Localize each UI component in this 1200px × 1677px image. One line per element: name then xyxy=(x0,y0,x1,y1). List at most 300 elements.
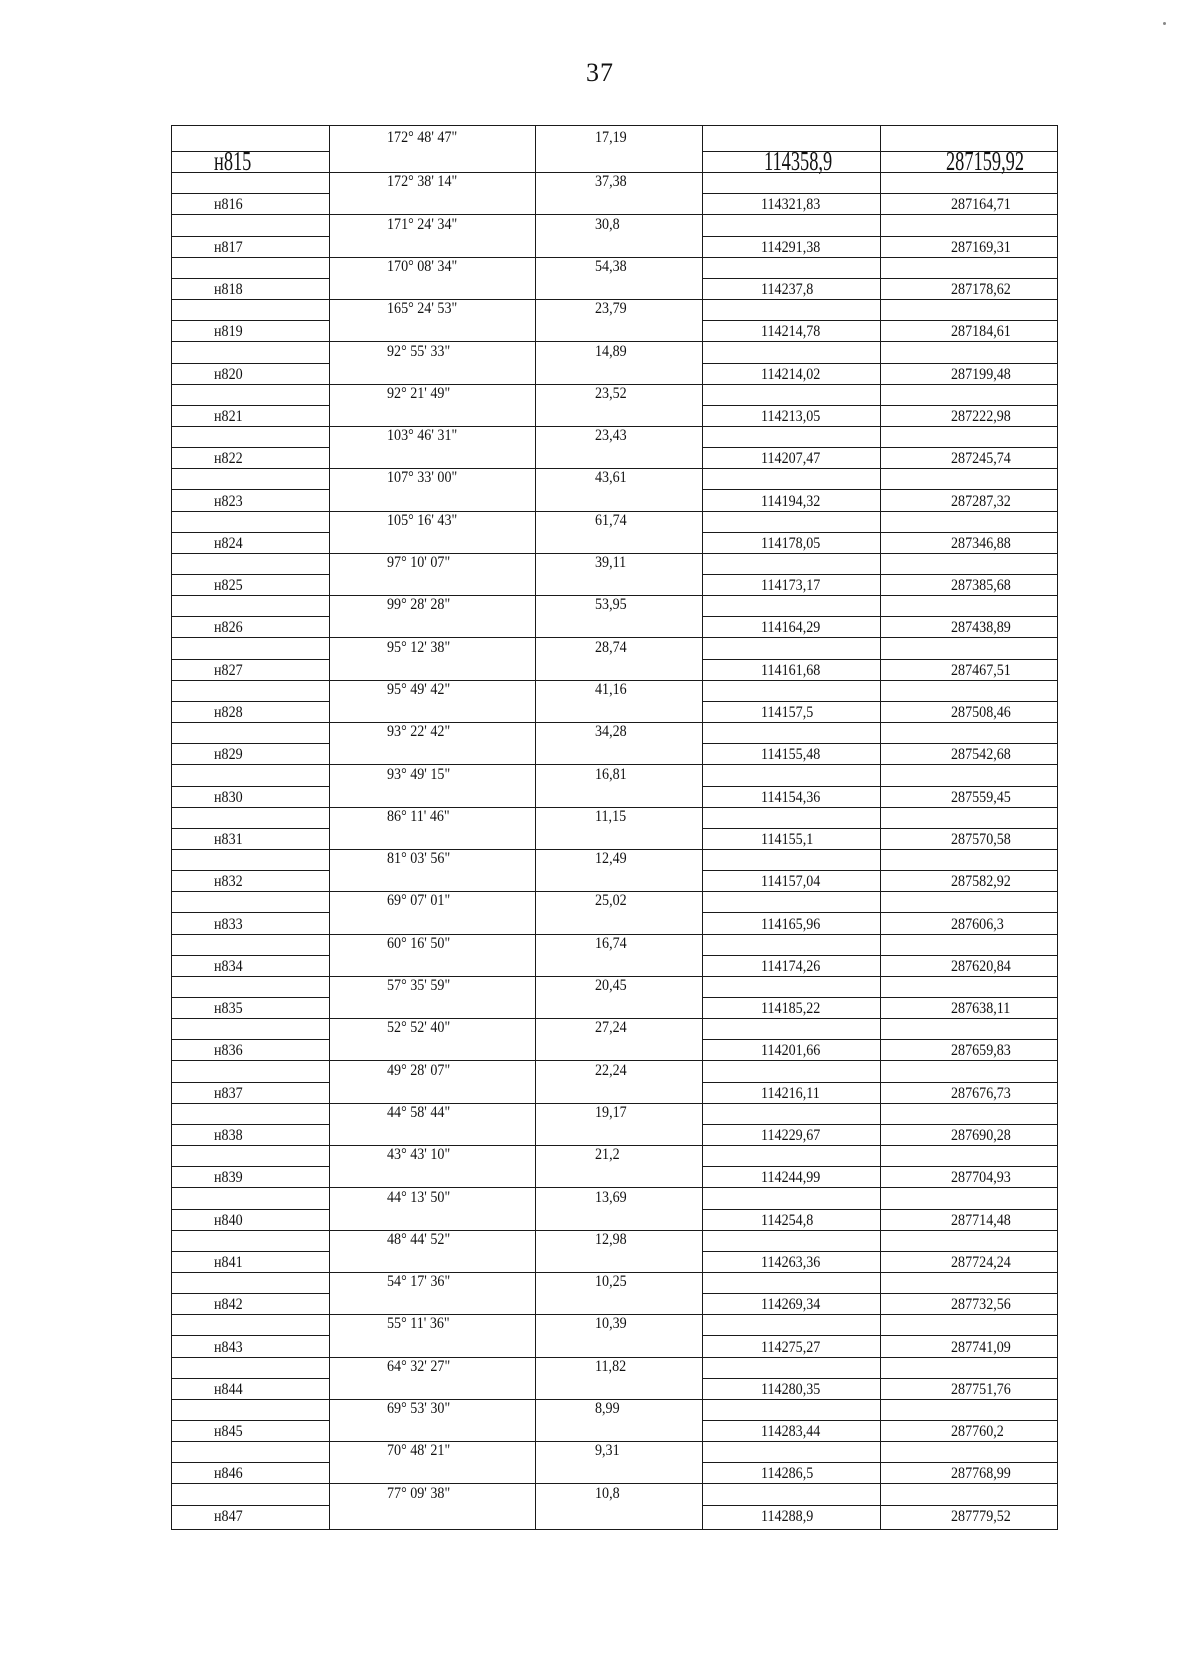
coord-y: 287704,93 xyxy=(951,1169,1011,1187)
segment-length: 53,95 xyxy=(595,596,627,614)
point-id: н839 xyxy=(214,1169,243,1187)
row-rule xyxy=(702,595,1057,596)
row-rule xyxy=(702,1251,1057,1252)
segment-length: 10,25 xyxy=(595,1273,627,1291)
point-id: н827 xyxy=(214,661,243,679)
point-id: н843 xyxy=(214,1338,243,1356)
row-rule xyxy=(702,1039,1057,1040)
segment-length: 23,52 xyxy=(595,384,627,402)
point-id: н828 xyxy=(214,704,243,722)
row-rule xyxy=(702,384,1057,385)
row-rule xyxy=(329,257,702,258)
segment-length: 21,2 xyxy=(595,1146,620,1164)
segment-length: 19,17 xyxy=(595,1103,627,1121)
column-rule xyxy=(535,125,536,1530)
coord-y: 287606,3 xyxy=(951,915,1004,933)
row-rule xyxy=(171,1293,329,1294)
segment-length: 11,15 xyxy=(595,807,627,825)
coord-x: 114244,99 xyxy=(761,1169,821,1187)
row-rule xyxy=(702,1209,1057,1210)
coord-y: 287690,28 xyxy=(951,1127,1011,1145)
point-id: н821 xyxy=(214,407,243,425)
segment-length: 9,31 xyxy=(595,1442,620,1460)
coord-x: 114157,5 xyxy=(761,704,814,722)
point-id: н818 xyxy=(214,281,243,299)
point-id: н844 xyxy=(214,1380,243,1398)
row-rule xyxy=(171,595,329,596)
row-rule xyxy=(702,849,1057,850)
segment-angle: 165° 24' 53" xyxy=(387,300,458,318)
row-rule xyxy=(329,299,702,300)
coord-y: 287760,2 xyxy=(951,1423,1004,1441)
point-id: н842 xyxy=(214,1296,243,1314)
row-rule xyxy=(171,701,329,702)
row-rule xyxy=(702,1272,1057,1273)
segment-length: 28,74 xyxy=(595,638,627,656)
point-id: н817 xyxy=(214,238,243,256)
row-rule xyxy=(702,1420,1057,1421)
segment-angle: 92° 55' 33" xyxy=(387,342,451,360)
row-rule xyxy=(171,1462,329,1463)
row-rule xyxy=(702,1082,1057,1083)
row-rule xyxy=(171,320,329,321)
point-id: н830 xyxy=(214,788,243,806)
row-rule xyxy=(171,849,329,850)
segment-angle: 172° 48' 47" xyxy=(387,129,458,146)
row-rule xyxy=(702,764,1057,765)
row-rule xyxy=(702,1378,1057,1379)
row-rule xyxy=(702,934,1057,935)
point-id: н846 xyxy=(214,1465,243,1483)
segment-angle: 49° 28' 07" xyxy=(387,1061,451,1079)
row-rule xyxy=(171,1420,329,1421)
row-rule xyxy=(171,511,329,512)
row-rule xyxy=(329,511,702,512)
segment-length: 41,16 xyxy=(595,680,627,698)
coord-x: 114155,48 xyxy=(761,746,821,764)
column-rule xyxy=(329,125,330,1530)
row-rule xyxy=(171,1187,329,1188)
coord-x: 114358,9 xyxy=(764,146,833,177)
segment-angle: 77° 09' 38" xyxy=(387,1484,451,1502)
coord-x: 114185,22 xyxy=(761,1000,821,1018)
segment-angle: 69° 07' 01" xyxy=(387,892,451,910)
point-id: н822 xyxy=(214,450,243,468)
coord-x: 114178,05 xyxy=(761,534,821,552)
row-rule xyxy=(329,1314,702,1315)
coord-y: 287724,24 xyxy=(951,1253,1011,1271)
row-rule xyxy=(171,764,329,765)
coord-x: 114173,17 xyxy=(761,577,821,595)
row-rule xyxy=(171,976,329,977)
segment-length: 14,89 xyxy=(595,342,627,360)
row-rule xyxy=(171,1399,329,1400)
segment-angle: 48° 44' 52" xyxy=(387,1230,451,1248)
segment-angle: 52° 52' 40" xyxy=(387,1019,451,1037)
row-rule xyxy=(702,363,1057,364)
row-rule xyxy=(171,426,329,427)
segment-length: 17,19 xyxy=(595,129,627,146)
row-rule xyxy=(171,997,329,998)
scan-speck xyxy=(1163,22,1166,25)
segment-angle: 97° 10' 07" xyxy=(387,554,451,571)
row-rule xyxy=(702,701,1057,702)
row-rule xyxy=(702,1145,1057,1146)
coord-x: 114275,27 xyxy=(761,1338,821,1356)
coord-y: 287199,48 xyxy=(951,365,1011,383)
row-rule xyxy=(171,912,329,913)
point-id: н823 xyxy=(214,492,243,510)
point-id: н820 xyxy=(214,365,243,383)
row-rule xyxy=(702,1462,1057,1463)
coord-x: 114237,8 xyxy=(761,281,814,299)
row-rule xyxy=(171,680,329,681)
table-bottom-border xyxy=(171,1529,1057,1530)
row-rule xyxy=(702,976,1057,977)
segment-angle: 44° 58' 44" xyxy=(387,1103,451,1121)
segment-length: 8,99 xyxy=(595,1400,620,1417)
coord-x: 114201,66 xyxy=(761,1042,821,1060)
row-rule xyxy=(702,1399,1057,1400)
point-id: н841 xyxy=(214,1253,243,1271)
row-rule xyxy=(171,257,329,258)
row-rule xyxy=(702,1060,1057,1061)
row-rule xyxy=(171,278,329,279)
coord-y: 287659,83 xyxy=(951,1042,1011,1060)
coord-x: 114214,02 xyxy=(761,365,821,383)
segment-angle: 54° 17' 36" xyxy=(387,1273,451,1291)
row-rule xyxy=(702,997,1057,998)
row-rule xyxy=(702,1293,1057,1294)
row-rule xyxy=(171,363,329,364)
row-rule xyxy=(702,574,1057,575)
coord-y: 287542,68 xyxy=(951,746,1011,764)
segment-angle: 60° 16' 50" xyxy=(387,934,451,952)
row-rule xyxy=(329,1441,702,1442)
segment-length: 13,69 xyxy=(595,1188,627,1206)
segment-length: 54,38 xyxy=(595,257,627,275)
row-rule xyxy=(329,891,702,892)
row-rule xyxy=(702,1187,1057,1188)
row-rule xyxy=(171,1103,329,1104)
coord-y: 287620,84 xyxy=(951,957,1011,975)
point-id: н826 xyxy=(214,619,243,637)
point-id: н829 xyxy=(214,746,243,764)
row-rule xyxy=(171,1124,329,1125)
point-id: н834 xyxy=(214,957,243,975)
row-rule xyxy=(329,1103,702,1104)
row-rule xyxy=(329,1187,702,1188)
row-rule xyxy=(171,1314,329,1315)
row-rule xyxy=(171,1082,329,1083)
coord-x: 114216,11 xyxy=(761,1084,820,1102)
row-rule xyxy=(702,468,1057,469)
segment-length: 11,82 xyxy=(595,1357,627,1375)
coord-x: 114154,36 xyxy=(761,788,821,806)
coord-x: 114286,5 xyxy=(761,1465,814,1483)
coord-y: 287582,92 xyxy=(951,873,1011,891)
coord-x: 114280,35 xyxy=(761,1380,821,1398)
row-rule xyxy=(702,1314,1057,1315)
row-rule xyxy=(171,934,329,935)
point-id: н833 xyxy=(214,915,243,933)
row-rule xyxy=(171,193,329,194)
row-rule xyxy=(329,1230,702,1231)
coord-x: 114165,96 xyxy=(761,915,821,933)
row-rule xyxy=(702,447,1057,448)
coord-y: 287570,58 xyxy=(951,830,1011,848)
row-rule xyxy=(171,299,329,300)
segment-length: 61,74 xyxy=(595,511,627,529)
row-rule xyxy=(171,1060,329,1061)
row-rule xyxy=(171,637,329,638)
row-rule xyxy=(171,1441,329,1442)
row-rule xyxy=(171,214,329,215)
segment-angle: 93° 49' 15" xyxy=(387,765,451,783)
segment-angle: 43° 43' 10" xyxy=(387,1146,451,1164)
row-rule xyxy=(702,722,1057,723)
row-rule xyxy=(171,955,329,956)
row-rule xyxy=(702,405,1057,406)
row-rule xyxy=(702,807,1057,808)
point-id: н847 xyxy=(214,1507,243,1525)
segment-angle: 93° 22' 42" xyxy=(387,723,451,741)
row-rule xyxy=(329,1145,702,1146)
coord-x: 114213,05 xyxy=(761,407,821,425)
row-rule xyxy=(702,532,1057,533)
coord-x: 114288,9 xyxy=(761,1507,814,1525)
segment-angle: 44° 13' 50" xyxy=(387,1188,451,1206)
row-rule xyxy=(171,1230,329,1231)
segment-angle: 86° 11' 46" xyxy=(387,807,450,825)
row-rule xyxy=(171,1357,329,1358)
coord-x: 114283,44 xyxy=(761,1423,821,1441)
row-rule xyxy=(702,1483,1057,1484)
row-rule xyxy=(329,172,702,173)
row-rule xyxy=(171,384,329,385)
point-id: н837 xyxy=(214,1084,243,1102)
segment-angle: 95° 12' 38" xyxy=(387,638,451,656)
row-rule xyxy=(329,722,702,723)
segment-angle: 57° 35' 59" xyxy=(387,977,451,994)
point-id: н838 xyxy=(214,1127,243,1145)
row-rule xyxy=(702,1230,1057,1231)
segment-angle: 55° 11' 36" xyxy=(387,1315,450,1333)
coord-y: 287164,71 xyxy=(951,196,1011,214)
coord-y: 287638,11 xyxy=(951,1000,1011,1018)
row-rule xyxy=(702,1103,1057,1104)
row-rule xyxy=(329,764,702,765)
row-rule xyxy=(329,976,702,977)
row-rule xyxy=(171,341,329,342)
row-rule xyxy=(171,870,329,871)
row-rule xyxy=(329,1272,702,1273)
coord-y: 287159,92 xyxy=(946,146,1025,177)
coord-y: 287751,76 xyxy=(951,1380,1011,1398)
coord-x: 114263,36 xyxy=(761,1253,821,1271)
row-rule xyxy=(702,299,1057,300)
row-rule xyxy=(329,1483,702,1484)
row-rule xyxy=(702,278,1057,279)
row-rule xyxy=(702,553,1057,554)
row-rule xyxy=(171,891,329,892)
row-rule xyxy=(702,637,1057,638)
row-rule xyxy=(171,659,329,660)
coord-y: 287287,32 xyxy=(951,492,1011,510)
point-id: н836 xyxy=(214,1042,243,1060)
row-rule xyxy=(171,1145,329,1146)
coord-y: 287385,68 xyxy=(951,577,1011,595)
coord-y: 287184,61 xyxy=(951,323,1011,341)
row-rule xyxy=(329,595,702,596)
row-rule xyxy=(702,1124,1057,1125)
page-number: 37 xyxy=(586,58,614,87)
row-rule xyxy=(702,236,1057,237)
table-top-border xyxy=(171,125,1057,126)
segment-length: 37,38 xyxy=(595,173,627,191)
row-rule xyxy=(329,341,702,342)
coord-y: 287222,98 xyxy=(951,407,1011,425)
row-rule xyxy=(329,553,702,554)
segment-angle: 105° 16' 43" xyxy=(387,511,458,529)
segment-length: 10,8 xyxy=(595,1484,620,1502)
segment-angle: 170° 08' 34" xyxy=(387,257,458,275)
coord-y: 287178,62 xyxy=(951,281,1011,299)
row-rule xyxy=(702,1166,1057,1167)
row-rule xyxy=(171,1209,329,1210)
segment-angle: 172° 38' 14" xyxy=(387,173,458,191)
row-rule xyxy=(702,1018,1057,1019)
row-rule xyxy=(171,1251,329,1252)
segment-length: 27,24 xyxy=(595,1019,627,1037)
row-rule xyxy=(171,722,329,723)
row-rule xyxy=(702,828,1057,829)
row-rule xyxy=(171,489,329,490)
coord-x: 114174,26 xyxy=(761,957,821,975)
segment-length: 23,79 xyxy=(595,300,627,318)
row-rule xyxy=(702,912,1057,913)
coord-x: 114164,29 xyxy=(761,619,821,637)
row-rule xyxy=(171,574,329,575)
row-rule xyxy=(171,807,329,808)
row-rule xyxy=(329,384,702,385)
row-rule xyxy=(171,468,329,469)
coord-x: 114207,47 xyxy=(761,450,821,468)
row-rule xyxy=(702,870,1057,871)
point-id: н819 xyxy=(214,323,243,341)
segment-angle: 81° 03' 56" xyxy=(387,850,451,868)
coord-x: 114229,67 xyxy=(761,1127,821,1145)
coord-y: 287714,48 xyxy=(951,1211,1011,1229)
row-rule xyxy=(702,955,1057,956)
row-rule xyxy=(702,680,1057,681)
point-id: н831 xyxy=(214,830,243,848)
row-rule xyxy=(171,236,329,237)
segment-length: 22,24 xyxy=(595,1061,627,1079)
row-rule xyxy=(171,1018,329,1019)
column-rule xyxy=(1057,125,1058,1530)
row-rule xyxy=(171,447,329,448)
segment-length: 20,45 xyxy=(595,977,627,994)
coord-y: 287467,51 xyxy=(951,661,1011,679)
coord-x: 114157,04 xyxy=(761,873,821,891)
row-rule xyxy=(702,341,1057,342)
coord-x: 114291,38 xyxy=(761,238,821,256)
row-rule xyxy=(702,743,1057,744)
coord-x: 114321,83 xyxy=(761,196,821,214)
segment-length: 30,8 xyxy=(595,215,620,233)
row-rule xyxy=(171,828,329,829)
segment-angle: 95° 49' 42" xyxy=(387,680,451,698)
segment-length: 12,49 xyxy=(595,850,627,868)
segment-angle: 107° 33' 00" xyxy=(387,469,458,487)
row-rule xyxy=(329,807,702,808)
coord-y: 287741,09 xyxy=(951,1338,1011,1356)
point-id: н840 xyxy=(214,1211,243,1229)
row-rule xyxy=(171,1272,329,1273)
segment-length: 23,43 xyxy=(595,427,627,445)
row-rule xyxy=(702,193,1057,194)
segment-angle: 92° 21' 49" xyxy=(387,384,451,402)
row-rule xyxy=(171,616,329,617)
coord-x: 114214,78 xyxy=(761,323,821,341)
coordinate-table xyxy=(171,125,1057,1530)
coord-y: 287245,74 xyxy=(951,450,1011,468)
segment-length: 34,28 xyxy=(595,723,627,741)
point-id: н825 xyxy=(214,577,243,595)
row-rule xyxy=(702,786,1057,787)
row-rule xyxy=(329,1399,702,1400)
point-id: н816 xyxy=(214,196,243,214)
row-rule xyxy=(329,849,702,850)
coord-y: 287169,31 xyxy=(951,238,1011,256)
row-rule xyxy=(171,786,329,787)
row-rule xyxy=(171,1378,329,1379)
row-rule xyxy=(171,553,329,554)
row-rule xyxy=(329,468,702,469)
coord-x: 114254,8 xyxy=(761,1211,814,1229)
row-rule xyxy=(702,426,1057,427)
segment-angle: 103° 46' 31" xyxy=(387,427,458,445)
coord-x: 114161,68 xyxy=(761,661,821,679)
point-id: н845 xyxy=(214,1423,243,1441)
row-rule xyxy=(329,680,702,681)
segment-length: 16,81 xyxy=(595,765,627,783)
segment-length: 43,61 xyxy=(595,469,627,487)
segment-angle: 64° 32' 27" xyxy=(387,1357,451,1375)
row-rule xyxy=(702,511,1057,512)
point-id: н832 xyxy=(214,873,243,891)
point-id: н824 xyxy=(214,534,243,552)
row-rule xyxy=(171,743,329,744)
row-rule xyxy=(702,659,1057,660)
coord-y: 287346,88 xyxy=(951,534,1011,552)
row-rule xyxy=(702,489,1057,490)
segment-length: 39,11 xyxy=(595,554,627,571)
row-rule xyxy=(329,426,702,427)
coord-x: 114194,32 xyxy=(761,492,821,510)
row-rule xyxy=(702,1335,1057,1336)
coord-y: 287768,99 xyxy=(951,1465,1011,1483)
coord-x: 114269,34 xyxy=(761,1296,821,1314)
coord-y: 287732,56 xyxy=(951,1296,1011,1314)
row-rule xyxy=(329,1018,702,1019)
row-rule xyxy=(702,1357,1057,1358)
segment-length: 25,02 xyxy=(595,892,627,910)
coord-y: 287676,73 xyxy=(951,1084,1011,1102)
row-rule xyxy=(702,1505,1057,1506)
row-rule xyxy=(702,891,1057,892)
